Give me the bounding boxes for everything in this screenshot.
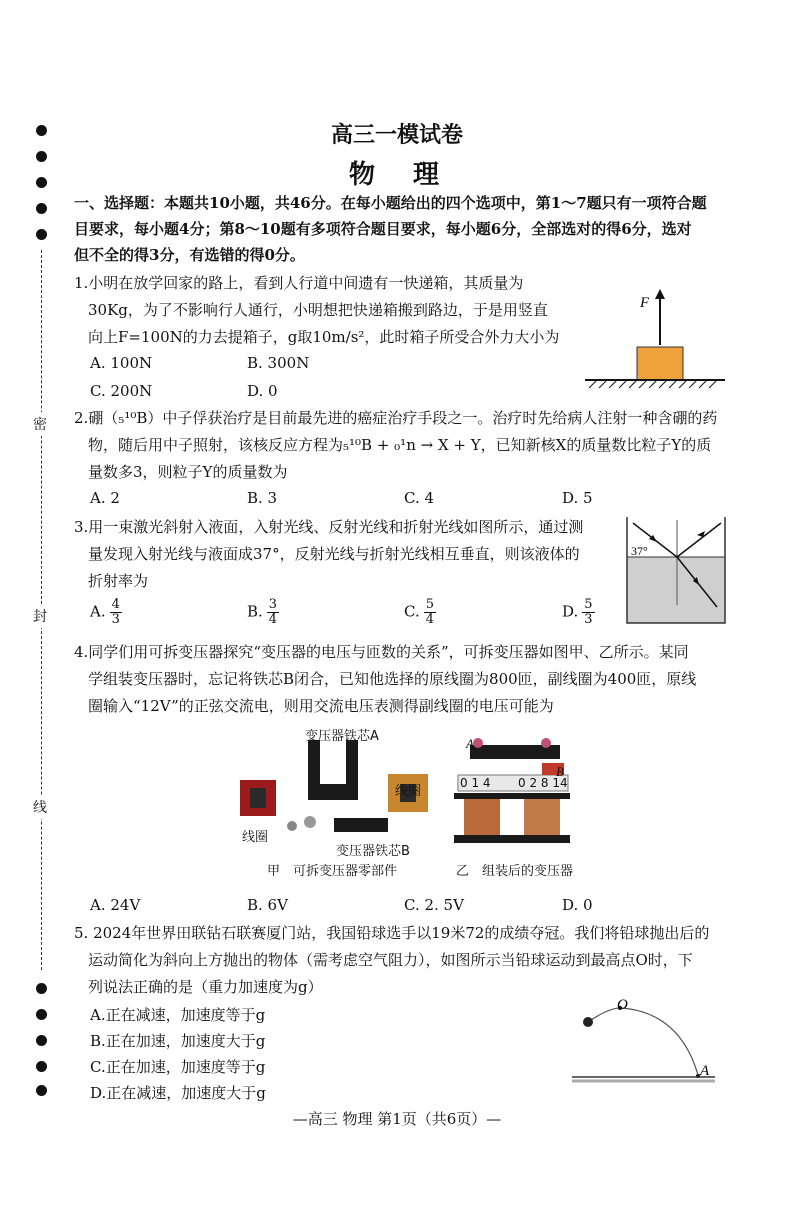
label-o: O	[617, 997, 628, 1013]
q3-figure	[625, 515, 730, 625]
question-line: 列说法正确的是（重力加速度为g）	[88, 978, 323, 996]
binding-dot	[36, 1085, 47, 1096]
option-a: A. 2	[90, 489, 120, 507]
binding-dot	[36, 229, 47, 240]
question-line: 1.小明在放学回家的路上，看到人行道中间遗有一快递箱，其质量为	[74, 274, 524, 292]
label-b: B	[556, 764, 564, 779]
caption-yi: 乙 组装后的变压器	[456, 864, 574, 879]
reflected-ray	[677, 523, 721, 557]
label-a: A	[466, 736, 474, 751]
binding-dot	[36, 1035, 47, 1046]
question-line: 3.用一束激光斜射入液面，入射光线、反射光线和折射光线如图所示，通过测	[74, 518, 584, 536]
option-c: C. 2. 5V	[404, 896, 464, 914]
liquid	[627, 557, 725, 623]
option-a: A. $\frac{4}{3}$	[90, 597, 120, 627]
question-line: 向上F=100N的力去提箱子，g取10m/s²，此时箱子所受合外力大小为	[88, 328, 560, 346]
question-line: 量发现入射光线与液面成37°，反射光线与折射光线相互垂直，则该液体的	[88, 545, 580, 563]
binding-dot	[36, 983, 47, 994]
option-c: C. 200N	[90, 382, 153, 400]
seal-char: 封	[33, 604, 47, 628]
label-coil: 线圈	[395, 784, 422, 799]
question-line: 物，随后用中子照射，该核反应方程为₅¹⁰B + ₀¹n → X + Y，已知新核X的质量数比粒子Y的质	[88, 436, 712, 454]
option-c: C.正在加速，加速度等于g	[90, 1058, 266, 1076]
option-d: D. $\frac{5}{3}$	[562, 597, 593, 627]
question-line: 折射率为	[88, 572, 149, 590]
option-b: B. 6V	[247, 896, 288, 914]
binding-dot	[36, 203, 47, 214]
option-d: D. 0	[562, 896, 593, 914]
option-b: B. $\frac{3}{4}$	[247, 597, 278, 627]
q5-figure	[570, 995, 720, 1090]
option-d: D. 0	[247, 382, 278, 400]
question-line: 5. 2024年世界田联钻石联赛厦门站，我国铅球选手以19米72的成绩夺冠。我们将铅球抛出后的	[74, 924, 710, 942]
question-line: 4.同学们用可拆变压器探究“变压器的电压与匝数的关系”，可拆变压器如图甲、乙所示。某同	[74, 643, 689, 661]
binding-dot	[36, 1061, 47, 1072]
scale-left: 0 1 4	[460, 776, 491, 790]
option-b: B. 300N	[247, 354, 310, 372]
label-core-b: 变压器铁芯B	[336, 844, 410, 859]
ground-hatch	[589, 380, 717, 388]
coil-right	[524, 795, 560, 835]
trajectory	[588, 1008, 698, 1075]
package-box	[637, 347, 683, 380]
coil-left	[464, 795, 500, 835]
question-line: 30Kg，为了不影响行人通行，小明想把快递箱搬到路边，于是用竖直	[88, 301, 548, 319]
caption-jia: 甲 可拆变压器零部件	[267, 864, 398, 879]
option-d: D.正在减速，加速度大于g	[90, 1084, 266, 1102]
section-intro-line: 但不全的得3分，有选错的得0分。	[74, 246, 305, 264]
exam-title: 高三一模试卷	[330, 122, 463, 148]
core-b	[334, 818, 388, 832]
question-line: 运动简化为斜向上方抛出的物体（需考虑空气阻力），如图所示当铅球运动到最高点O时，下	[88, 951, 693, 969]
seal-char: 线	[33, 795, 47, 819]
option-a: A. 100N	[90, 354, 153, 372]
assembled-transformer-photo	[450, 735, 575, 850]
seal-char: 密	[33, 412, 47, 436]
label-a: A	[700, 1063, 710, 1079]
force-label: F	[640, 295, 650, 311]
question-line: 2.硼（₅¹⁰B）中子俘获治疗是目前最先进的癌症治疗手段之一。治疗时先给病人注射一种含硼的药	[74, 409, 718, 427]
option-a: A.正在减速，加速度等于g	[90, 1006, 266, 1024]
q1-figure	[585, 285, 725, 395]
label-coil: 线圈	[242, 830, 269, 845]
subject-title: 物 理	[348, 160, 445, 190]
section-intro-line: 目要求，每小题4分；第8～10题有多项符合题目要求，每小题6分，全部选对的得6分，选对	[74, 220, 692, 238]
question-line: 学组装变压器时，忘记将铁芯B闭合，已知他选择的原线圈为800匝，副线圈为400匝，原线	[88, 670, 697, 688]
label-core-a: 变压器铁芯A	[305, 729, 379, 744]
binding-dot	[36, 1009, 47, 1020]
shot-put-ball	[583, 1017, 593, 1027]
question-line: 圈输入“12V”的正弦交流电，则用交流电压表测得副线圈的电压可能为	[88, 697, 554, 715]
option-d: D. 5	[562, 489, 593, 507]
section-intro-line: 一、选择题：本题共10小题，共46分。在每小题给出的四个选项中，第1～7题只有一项符合题	[74, 194, 707, 212]
option-a: A. 24V	[90, 896, 141, 914]
option-c: C. 4	[404, 489, 435, 507]
question-line: 量数多3，则粒子Y的质量数为	[88, 463, 288, 481]
option-c: C. $\frac{5}{4}$	[404, 597, 434, 627]
option-b: B. 3	[247, 489, 278, 507]
option-b: B.正在加速，加速度大于g	[90, 1032, 266, 1050]
page-footer: —高三 物理 第1页（共6页）—	[292, 1110, 502, 1128]
scale-right: 0 2 8 14	[518, 776, 568, 790]
angle-label: 37°	[631, 544, 648, 558]
